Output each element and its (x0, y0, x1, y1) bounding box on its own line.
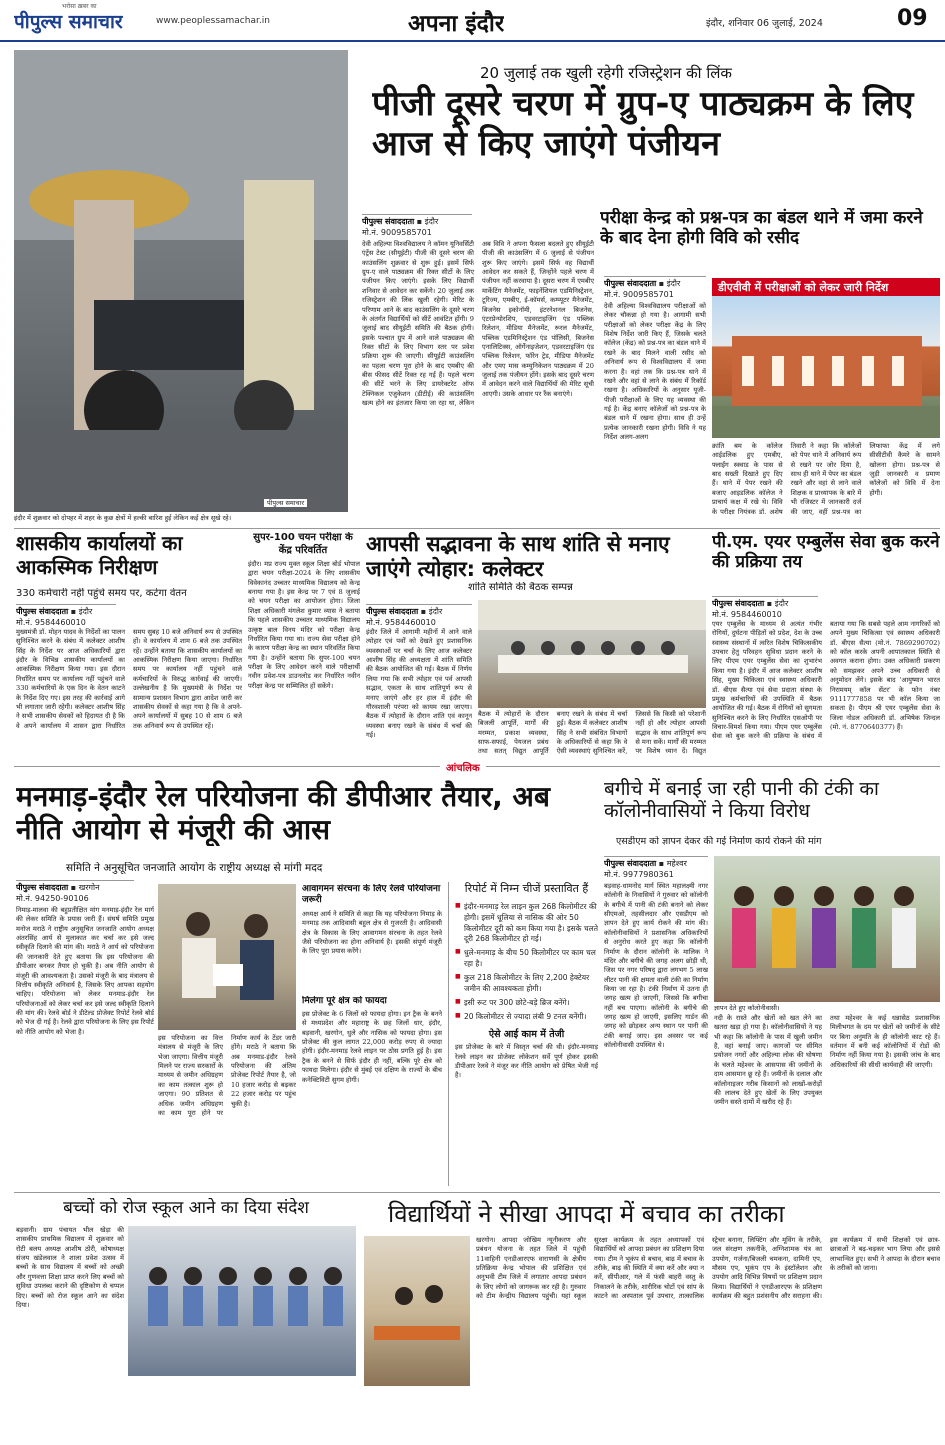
rail-sub: समिति ने अनुसूचित जनजाति आयोग के राष्ट्रीय अध्यक्ष से मांगी मदद (66, 862, 323, 874)
rail-byline: पीपुल्स संवाददाता ▪ खरगोन मो.नं. 94250-90106 (16, 880, 134, 905)
residents-illustration (714, 856, 940, 1002)
children-illustration (128, 1226, 356, 1376)
disaster-body: खरगोन। आपदा जोखिम न्यूनीकरण और प्रबंधन योजना के तहत जिले में पहुंची 11वाहिनी एनडीआरएफ वाराणसी के क्षेत्रीय प्रतिक्रिया केन्द्र भोपाल की प्रशिक्षित एवं अनुभवी टीम जिले में लगातार आपदा प्रबंधन के लिए लोगों को जागरूक कर रही है। गुरुवार को टीम केन्द्रीय विद्यालय पहुंची। यहां स्कूल सुरक्षा कार्यक्रम के तहत अध्यापकों एवं विद्यार्थियों को आपदा प्रबंधन का प्रशिक्षण दिया गया। टीम ने भूकंप से बचाव, बाढ़ में बचाव के तरीके, बाढ़ की स्थिति में क्या करें और क्या न करें, सीपीआर, गले में फंसी बाहरी वस्तु के निकालने के तरीके, शारीरिक चोटों एवं सांप के काटने का अस्पताल पूर्व उपचार, तात्कालिक स्ट्रेचर बनाना, लिफ्टिंग और मूविंग के तरीके, जल संरक्षण तकनीकें, अग्निशामक यंत्र का उपयोग, गर्जना/बिजली चमकना, दामिनी एप, मौसम एप, भूकंप एप के इंस्टॉलेशन और उपयोग आदि विभिन्न विषयों पर प्रशिक्षण प्रदान किया। विद्यार्थियों ने एनडीआरएफ के प्रशिक्षण कार्यक्रम की बहुत प्रशंसनीय और सराहना की। इस कार्यक्रम में सभी शिक्षकों एवं छात्र-छात्राओं ने बढ़-चढ़कर भाग लिया और इससे लाभान्वित हुए। सभी ने आपदा के दौरान बचाव के तरीकों को जाना। (476, 1236, 940, 1301)
peace-headline: आपसी सद्भावना के साथ शांति से मनाए जाएंगे त्योहार: कलेक्टर (366, 532, 670, 581)
report-body: इस प्रोजेक्ट के बारे में विस्तृत चर्चा की थी। इंदौर-मनमाड़ रेलवे लाइन का प्रोजेक्ट लोकेशन सर्वे पूर्ण होकर इसकी डीपीआर रेलवे ने मंजूर कर नीति आयोग को प्रेषित भेजी गई है। (455, 1043, 598, 1080)
page-number: 09 (897, 6, 928, 31)
university-photo (712, 296, 940, 438)
report-item: ■ इसी रूट पर 300 छोटे-बड़े ब्रिज बनेंगे। (455, 998, 598, 1009)
report-item: ■ इंदौर-मनमाड़ रेल लाइन कुल 268 किलोमीटर की होगी। इसमें धूलिया से नासिक की ओर 50 किलोमीटर दूरी को कम किया गया है। इसके चलते दूरी 268 किलोमीटर हो गई। (455, 902, 598, 946)
masthead-logo[interactable] (14, 8, 123, 34)
rail-headline: मनमाड़-इंदौर रेल परियोजना की डीपीआर तैयार, अब नीति आयोग से मंजूरी की आस (16, 780, 550, 847)
peace-body: इंदौर जिले में आगामी महीनों में आने वाले त्योहार एवं पर्वों को देखते हुए प्रशासनिक व्यवस्थाओं पर चर्चा के लिए आज कलेक्टर आशीष सिंह की अध्यक्षता में शांति समिति की बैठक आयोजित की गई। बैठक में निर्णय लिया गया कि सभी त्योहार एवं पर्व आपसी सद्भाव, एकता के साथ शांतिपूर्ण रूप से मनाए जाएंगे और हर हाल में इंदौर की गौरवशाली परंपरा को कायम रखा जाएगा। बैठक में त्योहारों के दौरान शांति एवं कानून व्यवस्था बनाए रखने के संबंध में चर्चा की गई। (366, 628, 472, 739)
exam-byline: पीपुल्स संवाददाता ▪ इंदौर मो.नं. 9009585701 (604, 276, 706, 301)
logo-tagline: भरोसा ख़बर का (62, 3, 97, 10)
logo-text: पीपुल्स समाचार (14, 11, 123, 33)
building-illustration (712, 296, 940, 438)
tank-body-3: तथा महेश्वर के कई धन्नासेठ प्रशासनिक मिलीभगत के दम पर खेतों को जमीनों के सीटे पर बिना अनुमति के ही कॉलोनी काट रहे हैं। वर्तमान में बनी कई कॉलोनियों में रोडों की निर्माण नहीं किया गया है। इसकी जांच के बाद अधिकारियों की सीधी कार्यवाही की जाएगी। (830, 1014, 940, 1069)
tank-body: बड़वाह-धामनोद मार्ग स्थित महालक्ष्मी नगर कॉलोनी के निवासियों ने गुरुवार को कॉलोनी के बगीचे में पानी की टंकी बनाने को लेकर सीएमओ, तहसीलदार और एसडीएम को ज्ञापन देते हुए कार्य रोकने की मांग की। कॉलोनीवासियों ने प्रशासनिक अधिकारियों से अनुरोध करते हुए कहा कि कॉलोनी निर्माण के दौरान कॉलोनी के मालिक ने मंदिर और बगीचे की जगह अलग छोड़ी थी, जिस पर नगर परिषद् द्वारा लगभग 5 लाख लीटर पानी की क्षमता वाली टंकी का निर्माण किया जा रहा है। टंकी निर्माण में उतना ही जगह खत्म हो जाएगी, जिससे कि बगीचा नहीं बच पाएगा। कॉलोनी के बगीचे की जगह खत्म हो जाएगी, इसलिए गार्डन की जगह को छोड़कर अन्य स्थान पर पानी की टंकी बनाई जाए। इस अवसर पर कई कॉलोनीवासी उपस्थित थे। (604, 882, 708, 1050)
pg-body: देवी अहिल्या विश्वविद्यालय ने कॉमन यूनिवर्सिटी एंट्रेंस टेस्ट (सीयूईटी) पीजी की दूसरे चरण की काउंसलिंग शुक्रवार से शुरू हुई। इसमें सिर्फ ग्रुप-ए वाले पाठ्यक्रम की रिक्त सीटों के लिए पंजीयन किए जाएंगे। इसके लिए विद्यार्थी शनिवार से आवेदन कर सकेंगे। 20 जुलाई तक रजिस्ट्रेशन की लिंक खुली रहेगी। मेरिट के परिणाम आने के बाद काउंसलिंग के दूसरे चरण के अंतर्गत विद्यार्थियों को सीटें आवंटित होंगी। 9 जुलाई बाद सीयूईटी समिति की बैठक होगी। इसके पश्चात ग्रुप में आने वाले पाठ्यक्रम की रिक्त सीटों के लिए विभाग स्तर पर प्रवेश प्रक्रिया शुरू की जाएगी। सीयूईटी काउंसलिंग का पहला चरण पूरा होने के बाद एमबीए की बीस फीसद सीटें रिक्त रह गईं हैं। पहले चरण की सीटें भरने के लिए डायरेक्टरेट ऑफ टेक्निकल एजुकेशन (डीटीई) की काउंसलिंग खत्म होने का इंतजार किया जा रहा था, लेकिन अब विवि ने अपना फैसला बदलते हुए सीयूईटी पीजी की काउंसलिंग में 6 जुलाई से पंजीयन शुरू किए जाएंगे। इसमें सिर्फ वह विद्यार्थी आवेदन कर सकते हैं, जिन्होंने पहले चरण में पंजीयन नहीं करवाया है। दूसरा चरण में एमबीए मार्केटिंग मैनेजमेंट, फाइनेंशियल एडमिनिस्ट्रेशन, टूरिज्म, एमबीए, ई-कॉमर्स, कम्प्यूटर मैनेजमेंट, बिजनेस इकोनॉमी, इंटरनेशनल बिजनेस, एंटरप्रेन्योरशिप, एडवरटाइजिंग एंड पब्लिक रिलेशन, मीडिया मैनेजमेंट, रूरल मैनेजमेंट, पब्लिक एडमिनिस्ट्रेशन एंड पॉलिसी, बिजनेस एनालिटिक्स, ऑर्गेनाइजेशन, एडवरटाइजिंग एंड पब्लिक रिलेशन, फॉरेन ट्रेड, मीडिया मैनेजमेंट और एमए मास कम्युनिकेशन पाठ्यक्रम में 20 जुलाई तक पंजीयन होंगे। इसके बाद दूसरे चरण में आवेदन करने वाले विद्यार्थियों की मेरिट सूची आएगी। उसके आधार पर रैंक बनाएंगे। (362, 240, 594, 408)
rail-photo (158, 884, 296, 1030)
rail-body: निमाड़-मालवा की बहुप्रतीक्षित मांग मनमाड़-इंदौर रेल मार्ग की लेकर समिति के प्रयास जारी हैं। संघर्ष समिति प्रमुख मनोज मराठे ने राष्ट्रीय अनुसूचित जनजाति आयोग अध्यक्ष अंतरसिंह आर्य से मुलाकात कर चर्चा कर इसे जल्द स्वीकृति दिलाने की मांग की। मराठे ने आर्य को परियोजना की जानकारी देते हुए बताया कि इस परियोजना की डीपीआर बनकर तैयार हो चुकी है। अब नीति आयोग से मंजूरी की आवश्यकता है। उसको मंजूरी के बाद मंत्रालय से वित्तीय स्वीकृति अनिवार्य है, जिसके लिए आपका सहयोग चाहिए। परियोजना को लेकर मनमाड-इंदौर रेल परियोजनाओं को लेकर चर्चा कर इसे जल्द स्वीकृति दिलाने की मांग की। रेलवे बोर्ड ने डीटेल्ड प्रोजेक्ट रिपोर्ट रेलवे बोर्ड को भेज दी गई है। रेलवे द्वारा परियोजना के लिए इस रिपोर्ट को नीति आयोग को भेजा है। (16, 906, 154, 1036)
pg-body-cont (476, 214, 594, 520)
pg-byline: पीपुल्स संवाददाता ▪ इंदौर मो.नं. 9009585701 (362, 214, 472, 239)
photo-credit: पीपुल्स समाचार (264, 499, 307, 507)
rain-photo (14, 50, 348, 512)
rule-1 (14, 528, 940, 529)
exam-body: देवी अहिल्या विश्वविद्यालय परीक्षाओं को लेकर चौकन्ना हो गया है। आगामी सभी परीक्षाओं को लेकर परीक्षा केंद्र के लिए विशेष निर्देश जारी किए हैं, जिसके चलते कॉलेज (केंद्र) को प्रश्न-पत्र का बंडल थाने में रखने के बाद मिलने वाली रसीद को अनिवार्य रूप से विश्वविद्यालय में जमा करना है। वहां तक कि प्रश्न-पत्र थाने में रखने और वहां से लाने के संबंध में रिकॉर्ड रखना है। अधिकारियों के अनुसार यूजी-पीजी परीक्षाओं के लिए यह व्यवस्था की गई है। केंद्र बनाए कॉलेजों को प्रश्न-पत्र के बंडल थाने में रखना होगा। साथ ही उन्हें प्रत्येक जानकारी रखना होगी। विवि ने यह निर्देश अलग-अलग (604, 302, 706, 442)
report-title: रिपोर्ट में निम्न चीजें प्रस्तावित हैं (464, 882, 589, 895)
rail-sub3: मिलेगा पूरे क्षेत्र को फायदा (302, 996, 387, 1006)
issue-date: इंदौर, शनिवार 06 जुलाई, 2024 (706, 18, 823, 29)
ambulance-byline: पीपुल्स संवाददाता ▪ इंदौर मो.नं. 9584460010 (712, 596, 818, 621)
report-item: ■ धुले-मनमाड़ के बीच 50 किलोमीटर पर काम चल रहा है। (455, 948, 598, 970)
inspect-byline: पीपुल्स संवाददाता ▪ इंदौर मो.नं. 9584460010 (16, 604, 116, 629)
rail-sub2: आवागमन संरचना के लिए रेलवे परियोजना जरूरी (302, 884, 441, 906)
tank-byline: पीपुल्स संवाददाता ▪ महेश्वर मो.नं. 9977980361 (604, 856, 708, 881)
report-sub: ऐसे आई काम में तेजी (488, 1028, 565, 1040)
report-item: ■ 20 किलोमीटर से ज्यादा लंबी 9 टनल बनेंगी। (455, 1012, 598, 1023)
peace-sub: शांति समिति की बैठक सम्पन्न (468, 582, 573, 593)
tank-caption: ज्ञापन देते हुए कॉलोनीवासी। (714, 1004, 940, 1012)
training-illustration (364, 1236, 470, 1386)
exam-banner: डीएवीवी में परीक्षाओं को लेकर जारी निर्देश (712, 278, 940, 297)
section-aanchlik: आंचलिक (440, 760, 486, 774)
school-body: बड़वानी। ग्राम पंचायत भील खेड़ा की शासकीय प्राथमिक विद्यालय में शुक्रवार को रोटी बलय अध्यक्ष आशीष ठोरी, कोषाध्यक्ष संजय खंडेलवाल ने शाला प्रवेश उत्सव में बच्चों के साथ विद्यालय में बच्चों को अच्छी और गुणवत्ता शिक्षा प्राप्त करने लिए बच्चों को सुविधा उपलब्ध कराने की दृष्टिकोण से चप्पल दिए। बच्चों को रोज स्कूल आने का संदेश दिया। (16, 1226, 124, 1309)
photo-caption: इंदौर में शुक्रवार को दोपहर में शहर के कुछ क्षेत्रों में हल्की बारिश हुई लेकिन कई क्षेत्र सूखे रहे। (14, 514, 348, 524)
super100-headline: सुपर-100 चयन परीक्षा के केंद्र परिवर्तित (253, 532, 353, 556)
disaster-photo (364, 1236, 470, 1386)
pg-headline: पीजी दूसरे चरण में ग्रुप-ए पाठ्यक्रम के लिए आज से किए जाएंगे पंजीयन (372, 84, 914, 165)
exam-headline: परीक्षा केन्द्र को प्रश्न-पत्र का बंडल थाने में जमा करने के बाद देना होगी विवि को रसीद (600, 208, 923, 249)
site-url[interactable]: www.peoplessamachar.in (156, 16, 270, 26)
masthead (0, 0, 945, 42)
section-title: अपना इंदौर (408, 11, 505, 37)
rail-body-2: इस परियोजना का वित्त मंत्रालय से मंजूरी के लिए भेजा जाएगा। वित्तीय मंजूरी मिलने पर राज्य सरकारों के माध्यम से जमीन अधिग्रहण का काम तत्काल शुरू हो जाएगा। 90 प्रतिशत से अधिक जमीन अधिग्रहण का काम पूरा होने पर निर्माण कार्य के टेंडर जारी होंगे। मराठे ने बताया कि अब मनमाड-इंदौर रेलवे परियोजना की अंतिम प्रोजेक्ट रिपोर्ट तैयार है, जो 10 हजार करोड़ से बढ़कर 22 हजार करोड़ पर पहुंच चुकी है। (158, 1034, 296, 1117)
tank-photo (714, 856, 940, 1002)
meeting-illustration (478, 600, 706, 708)
tank-body-2: नदी के रास्ते और खेतों को खत लेने का खतरा खड़ा हो गया है। कॉलोनीवासियों ने यह भी कहा कि कॉलोनी के पास में खुली जमीन है, वहां बनाई जाए। कागजों पर सीमित प्रयोजन नगरों और अहिल्या लोक की घोषणा के चलते महेश्वर के आसपास की जमीनों के दाम आसमान छू रहे हैं। जमीनों के दलाल और कॉलोनाइजर गरीब किसानों को लाखों-करोड़ों की लालच देते हुए खेतों के लिए उपयुक्त जमीन सस्ते दामों में खरीद रहे हैं। (714, 1014, 822, 1107)
inspect-headline: शासकीय कार्यालयों का आकस्मिक निरीक्षण (16, 532, 183, 579)
super100-body: इंदौर। मप्र राज्य मुक्त स्कूल शिक्षा बोर्ड भोपाल द्वारा चयन परीक्षा-2024 के लिए शासकीय विवेकानंद उच्चतर माध्यमिक विद्यालय को केन्द्र बनाया गया है। इस केन्द्र पर 7 एवं 8 जुलाई को चयन परीक्षा का आयोजन होगा। जिला शिक्षा अधिकारी मंगलेश कुमार व्यास ने बताया कि पहले शासकीय उच्चतर माध्यमिक विद्यालय उत्कृष्ट बाल विनय मंदिर को परीक्षा केन्द्र निर्धारित किया गया था। राज्य सेवा परीक्षा होने के कारण परीक्षा केन्द्र का स्थान परिवर्तित किया गया है। उन्होंने बताया कि सुपर-100 चयन परीक्षा के लिए आवेदन करने वाले परीक्षार्थी नवीन प्रवेश-पत्र डाउनलोड कर निर्धारित नवीन परीक्षा केन्द्र पर सम्मिलित हों सकेंगे। (248, 560, 360, 690)
pg-kicker: 20 जुलाई तक खुली रहेगी रजिस्ट्रेशन की लिंक (480, 64, 732, 82)
disaster-headline: विद्यार्थियों ने सीखा आपदा में बचाव का तरीका (388, 1200, 785, 1228)
report-item: ■ कुल 218 किलोमीटर के लिए 2,200 हेक्टेयर जमीन की आवश्यकता होगी। (455, 973, 598, 995)
rain-scene-illustration (14, 50, 348, 512)
report-box (448, 882, 598, 1186)
peace-body-2: बैठक में त्योहारों के दौरान बिजली आपूर्ति, मार्गों की मरम्मत, प्रकाश व्यवस्था, साफ-सफाई, पेयजल प्रबंध तथा सतत् विद्युत आपूर्ति बनाए रखने के संबंध में चर्चा हुई। बैठक में कलेक्टर आशीष सिंह ने सभी संबंधित विभागों के अधिकारियों से कहा कि वे ऐसी व्यवस्थाएं सुनिश्चित करें, जिससे कि किसी को परेशानी नहीं हो और त्योहार आपसी सद्भाव के साथ शांतिपूर्ण रूप से मना सकें। मार्गों की मरम्मत पर विशेष ध्यान दें। विद्युत (478, 710, 706, 756)
inspect-sub: 330 कर्मचारी नहीं पहुंचे समय पर, कटेगा वेतन (16, 588, 187, 599)
ambulance-body: एयर एम्बुलेंस के माध्यम से अत्यंत गंभीर रोगियों, दुर्घटना पीड़ितों को प्रदेश, देश के उच्च स्वास्थ्य संस्थानों में त्वरित विशेष चिकित्सकीय उपचार हेतु परिवहन सुविधा प्रदान करने के लिए पीएम एयर एम्बुलेंस सेवा का शुभारंभ किया गया है। इंदौर में आज कलेक्टर आशीष सिंह, मुख्य चिकित्सा एवं स्वास्थ्य अधिकारी डॉ. बीएस सैत्या एवं सेवा प्रदाता संस्था के प्रमुख कर्मचारियों की उपस्थिति में बैठक आयोजित की गई। बैठक में रोगियों को सुगमता सुनिश्चित करने के लिए निर्धारित एसओपी पर विचार-विमर्श किया गया। पीएम एयर एम्बुलेंस सेवा को बुक करने की प्रक्रिया के संबंध में बताया गया कि सबसे पहले आम नागरिकों को अपने मुख्य चिकित्सा एवं स्वास्थ्य अधिकारी डॉ. बीएस सैत्या (मो.नं. 7869290702) को कॉल करके अपनी आपातकाल स्थिति से अवगत कराना होगा। उक्त अधिकारी प्रकरण को समझकर अपने उच्च अधिकारी से अनुमोदन लेंगे। इसके बाद 'आयुष्मान भारत निरामयम् कॉल सेंटर' के फोन नंबर 9111777858 पर भी कॉल किया जा सकता है। पीएम श्री एयर एम्बुलेंस सेवा के जिला नोडल अधिकारी डॉ. अभिषेक जिन्दल (मो. नं. 8770640377) हैं। (712, 620, 940, 741)
exam-body-2: क्रांति बम के कॉलेज आईडलिक हुए एमबीए, फ्लाईंग स्क्वाड के पास से बाद सख्ती दिखाते हुए दिए हैं। थाने में पेपर रखने की बजाए आइडलिक कॉलेज ने प्राचार्य कक्ष में रखे थे। विवि के परीक्षा नियंत्रक डॉ. अशेष तिवारी ने कहा कि कॉलेजों को पेपर थाने में अनिवार्य रूप से रखने पर जोर दिया है, साथ ही थाने में पेपर का बंडल रखने और वहां से लाने वाले शिक्षक व प्राध्यापक के बारे में भी रजिस्टर में जानकारी दर्ज की जाए, वहीं प्रश्न-पत्र का लिफाफा केंद्र में लगे सीसीटीवी कैमरे के सामने खोलना होगा। प्रश्न-पत्र से जुड़ी जानकारी व प्रमाण कॉलेजों को विवि में देना होगी। (712, 442, 940, 516)
tank-headline: बगीचे में बनाई जा रही पानी की टंकी का कॉलोनीवासियों ने किया विरोध (604, 778, 879, 823)
rail-body-3: अध्यक्ष आर्य ने समिति से कहा कि यह परियोजना निमाड़ के मनमाड़ तक आदिवासी बहुल क्षेत्र से गुजरती है। आदिवासी क्षेत्र के विकास के लिए आवागमन संरचना के तहत रेलवे जैसे परियोजना का होना अनिवार्य है। इसकी संपूर्ण मंजूरी के लिए पूरा प्रयास करेंगे। (302, 910, 442, 956)
rule-3 (14, 1192, 940, 1193)
masthead-rule (0, 40, 945, 42)
tank-sub: एसडीएम को ज्ञापन देकर की गई निर्माण कार्य रोकने की मांग (616, 836, 822, 847)
ambulance-headline: पी.एम. एयर एम्बुलेंस सेवा बुक करने की प्रक्रिया तय (712, 532, 940, 573)
inspect-body: मुख्यमंत्री डॉ. मोहन यादव के निर्देशों का पालन सुनिश्चित करने के संबंध में कलेक्टर आशीष सिंह के निर्देश पर आज अधिकारियों द्वारा इंदौर के विभिन्न शासकीय कार्यालयों का आकस्मिक निरीक्षण किया गया। इस दौरान निर्धारित समय पर कार्यालय नहीं पहुंचने वाले 330 कर्मचारियों के एक दिन के वेतन काटने के निर्देश दिए गए। इस तरह की कार्रवाई आगे भी लगातार जारी रहेगी। कलेक्टर आशीष सिंह ने सभी शासकीय सेवकों को हिदायत दी है कि वे अपने कार्यालय में शासन द्वारा निर्धारित समय सुबह 10 बजे अनिवार्य रूप से उपस्थित हों। वे कार्यालय में शाम 6 बजे तक उपस्थित रहें। उन्होंने बताया कि शासकीय कार्यालयों का आकस्मिक निरीक्षण किया जाएगा। निर्धारित समय पर कार्यालय नहीं पहुंचने वाले कर्मचारियों के विरुद्ध कार्रवाई की जाएगी। उल्लेखनीय है कि मुख्यमंत्री के निर्देश पर सामान्य प्रशासन विभाग द्वारा आदेश जारी कर शासकीय सेवकों से कहा गया है कि वे अपने-अपने कार्यालयों में सुबह 10 से शाम 6 बजे तक अनिवार्य रूप से उपस्थित रहें। (16, 628, 242, 730)
delegation-illustration (158, 884, 296, 1030)
school-headline: बच्चों को रोज स्कूल आने का दिया संदेश (63, 1198, 309, 1218)
rail-body-4: इस प्रोजेक्ट के 6 जिलों को फायदा होगा। इन ट्रैक के बनने से मध्यप्रदेश और महाराष्ट्र के छह जिलों धार, इंदौर, बड़वानी, खरगोन, धुले और नासिक को फायदा होगा। इस प्रोजेक्ट की कुल लागत 22,000 करोड़ रुपए से ज्यादा होगी। इंदौर-मनमाड़ रेलवे लाइन पर ठोस प्रगति हुई है। इस ट्रैक के बनने से सिर्फ इंदौर ही नहीं, बल्कि पूरे क्षेत्र को फायदा मिलेगा। इंदौर से मुंबई एवं दक्षिण के राज्यों के बीच कनेक्टिविटी सुगम होगी। (302, 1010, 442, 1084)
peace-byline: पीपुल्स संवाददाता ▪ इंदौर मो.नं. 9584460010 (366, 604, 472, 629)
school-photo (128, 1226, 356, 1376)
meeting-photo (478, 600, 706, 708)
